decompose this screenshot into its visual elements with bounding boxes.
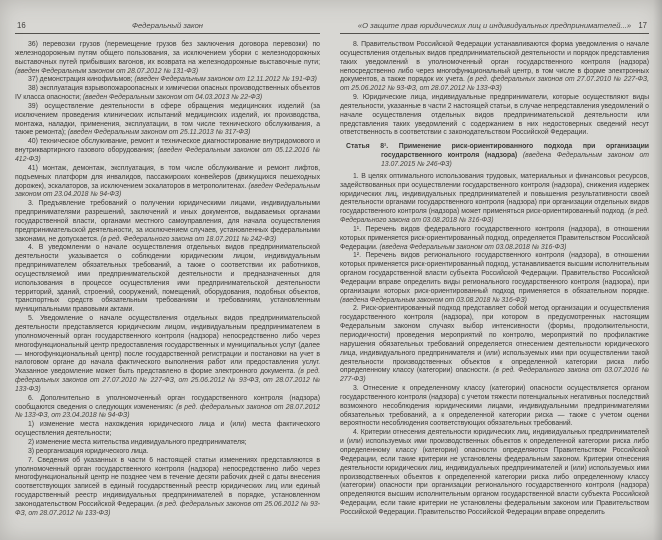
text-run: 41) монтаж, демонтаж, эксплуатация, в том числе обслуживание и ремонт лифтов, подъемных платформ для инвалидов, пассажирских конвейеров (движущихся пешеходных дорожек), эскалаторов, за исключением эскалаторов в метрополитенах. (15, 164, 320, 190)
text-run: 1. В целях оптимального использования трудовых, материальных и финансовых ресурсов, задействованных при осуществлении государственного контроля (надзора), снижения издержек юридических лиц, индивидуальных предпринимателей и повышения результативности своей деятельности органами государственного контроля (надзора) при организации отдельных видов государственного контроля (надзора) может применяться риск-ориентированный подход. (340, 172, 649, 216)
paragraph (15, 41, 320, 76)
text-run: 4. В уведомлении о начале осуществления отдельных видов предпринимательской деятельности указывается о соблюдении юридическим лицом, индивидуальным предпринимателем обязательных требований, а также о соответствии их работников, осуществляемой ими предпринимательской деятельности и предназначенных для использования в процессе осуществления ими предпринимательской деятельности территорий, зданий, строений, сооружений, помещений, оборудования, подобных объектов, транспортных средств обязательным требованиям и требованиям, установленным муниципальными правовыми актами. (15, 244, 320, 314)
paragraph (15, 315, 320, 395)
paragraph (15, 457, 320, 519)
paragraph (15, 138, 320, 165)
paragraph (340, 385, 649, 429)
law-reference: (введен Федеральным законом от 12.11.2012 № 191-ФЗ) (134, 76, 317, 84)
page-header-left (15, 18, 320, 34)
paragraph (340, 429, 649, 517)
paragraph (15, 103, 320, 138)
law-reference: (введен Федеральным законом от 23.04.2018 № 94-ФЗ) (15, 182, 320, 199)
paragraph (15, 165, 320, 200)
paragraph (15, 76, 320, 85)
text-run: 5. Уведомление о начале осуществления отдельных видов предпринимательской деятельности представляется юридическим лицом, индивидуальным предпринимателем в уполномоченный орган государственного контроля (надзора) непосредственно либо через многофункциональный центр предоставления государственных и муниципальных услуг (далее — многофункциональный центр) после государственной регистрации и постановки на учет в налоговом органе до начала фактического выполнения работ или предоставления услуг. Указанное уведомление может быть представлено в форме электронного документа. (15, 315, 320, 376)
text-run: 7. Сведения об указанных в части 6 настоящей статьи изменениях представляются в уполномоченный орган государственного контроля (надзора) непосредственно либо через многофункциональный центр не позднее чем в течение десяти рабочих дней с даты внесения соответствующих записей в единый государственный реестр юридических лиц или единый государственный реестр индивидуальных предпринимателей в порядке, установленном законодательством Российской Федерации. (15, 456, 320, 508)
text-run: 38) эксплуатация взрывопожароопасных и химически опасных производственных объектов IV класса опасности; (15, 85, 320, 102)
page-header-right (340, 18, 649, 34)
paragraph (15, 395, 320, 422)
article-heading (340, 143, 649, 170)
paragraph (15, 244, 320, 315)
law-reference: (в ред. Федерального закона от 03.07.2016 № 277-ФЗ) (340, 367, 649, 384)
text-run: 39) осуществление деятельности в сфере обращения медицинских изделий (за исключением проведения клинических испытаний медицинских изделий, их производства, монтажа, наладки, применения, эксплуатации, в том числе технического обслуживания, а также ремонта); (15, 102, 320, 137)
law-reference: (введен Федеральным законом от 28.07.2012 № 131-ФЗ) (15, 67, 199, 75)
paragraph (15, 439, 320, 448)
text-run: 2) изменение места жительства индивидуального предпринимателя; (28, 438, 247, 446)
paragraph (15, 200, 320, 244)
paragraph (340, 252, 649, 305)
text-run: 8. Правительством Российской Федерации устанавливаются форма уведомления о начале осуществления отдельных видов предпринимательской деятельности и порядок представления таких уведомлений в уполномоченный орган государственного контроля (надзора) непосредственно либо через многофункциональный центр, в том числе в форме электронных документов, а также порядок их учета. (340, 41, 649, 84)
text-run: 9. Юридические лица, индивидуальные предприниматели, которые осуществляют виды деятельности, указанные в части 2 настоящей статьи, в случае непредставления уведомлений о начале осуществления отдельных видов предпринимательской деятельности или представления таких уведомлений с содержанием в них недостоверных сведений несут ответственность в соответствии с законодательством Российской Федерации. (340, 94, 649, 137)
paragraph (15, 85, 320, 103)
page-body-left (15, 41, 320, 519)
page-right (340, 18, 649, 518)
text-run: 6. Дополнительно в уполномоченный орган государственного контроля (надзора) сообщаются сведения о следующих изменениях: (15, 394, 320, 411)
law-reference: (введена Федеральным законом от 13.07.2015 № 246-ФЗ) (381, 152, 649, 168)
text-run: 3. Отнесение к определенному классу (категории) опасности осуществляется органом государственного контроля (надзора) с учетом тяжести потенциальных негативных последствий возможного несоблюдения юридическими лицами, индивидуальными предпринимателями обязательных требований, а к определенной категории риска — также с учетом оценки вероятности несоблюдения соответствующих обязательных требований. (340, 385, 649, 428)
text-run: 1¹. Перечень видов федерального государственного контроля (надзора), в отношении которых применяется риск-ориентированный подход, определяется Правительством Российской Федерации. (340, 225, 649, 251)
paragraph (15, 448, 320, 457)
law-reference: (в ред. федеральных законов от 27.07.2010 № 227-ФЗ, от 25.06.2012 № 93-ФЗ, от 28.07.2012 № 133-ФЗ) (15, 368, 320, 393)
text-run: 3) реорганизация юридического лица. (28, 447, 149, 455)
text-run: 1². Перечень видов регионального государственного контроля (надзора), в отношении которых применяется риск-ориентированный подход, устанавливается высшим исполнительным органом государственной власти субъекта Российской Федерации. Правительство Российской Федерации вправе определить виды регионального государственного контроля (надзора), при организации которых риск-ориентированный подход применяется в обязательном порядке. (340, 252, 649, 295)
law-reference: (введена Федеральным законом от 03.08.2018 № 316-ФЗ) (379, 243, 567, 251)
page-number-right: 17 (638, 21, 647, 30)
paragraph (340, 94, 649, 138)
law-reference: (в ред. федеральных законов от 28.07.2012 № 133-ФЗ, от 23.04.2018 № 94-ФЗ) (15, 403, 320, 420)
text-run: 37) демонстрация кинофильмов; (28, 76, 135, 84)
text-run: 40) техническое обслуживание, ремонт и техническое диагностирование внутридомового и внутриквартирного газового оборудования; (15, 138, 320, 155)
paragraph (340, 41, 649, 94)
text-run: 36) перевозки грузов (перемещение грузов без заключения договора перевозки) по железнодорожным путям общего пользования, за исключением уборки с железнодорожных выставочных путей прибывших вагонов, их возврата на железнодорожные выставочные пути; (15, 41, 320, 66)
law-reference: (в ред. Федерального закона от 18.07.2011 № 242-ФЗ) (100, 235, 277, 243)
law-reference: (введен Федеральным законом от 25.11.2013 № 317-ФЗ) (67, 129, 251, 137)
paragraph (340, 305, 649, 385)
page-body-right (340, 41, 649, 518)
law-reference: (введен Федеральным законом от 04.03.2013 № 22-ФЗ) (82, 94, 263, 102)
page-left (15, 18, 320, 519)
paragraph (340, 226, 649, 253)
text-run: 4. Критерии отнесения деятельности юридических лиц, индивидуальных предпринимателей и (или) используемых ими производственных объектов к определенной категории риска либо определенному классу (категории) опасности определяются Правительством Российской Федерации, если такие критерии не установлены федеральным законом. Критерии отнесения деятельности юридических лиц, индивидуальных предпринимателей и (или) используемых ими производственных объектов к определенной категории риска либо определенному классу (категории) опасности при организации регионального государственного контроля (надзора) определяются высшим исполнительным органом государственной власти субъекта Российской Федерации, если такие критерии не установлены федеральным законом или Правительством Российской Федерации. Правительство Российской Федерации вправе определить (340, 429, 649, 516)
text-run: 3. Предъявление требований о получении юридическими лицами, индивидуальными предпринимателями разрешений, заключений и иных документов, выдаваемых органами государственной власти, органами местного самоуправления, для начала осуществления предпринимательской деятельности, за исключением случаев, установленных федеральными законами, не допускается. (15, 200, 320, 243)
text-run: 1) изменение места нахождения юридического лица и (или) места фактического осуществления деятельности; (15, 421, 320, 438)
law-reference: (в ред. федеральных законов от 27.07.2010 № 227-ФЗ, от 25.06.2012 № 93-ФЗ, от 28.07.2012 № 133-ФЗ) (340, 76, 649, 93)
text-run: Статья 8¹. Применение риск-ориентированного подхода при организации государственного контроля (надзора) (346, 143, 649, 160)
text-run: 2. Риск-ориентированный подход представляет собой метод организации и осуществления государственного контроля (надзора), при котором в предусмотренных настоящим Федеральным законом случаях выбор интенсивности (формы, продолжительности, периодичности) проведения мероприятий по контролю, мероприятий по профилактике нарушения обязательных требований определяется отнесением деятельности юридического лица, индивидуального предпринимателя и (или) используемых ими при осуществлении такой деятельности производственных объектов к определенной категории риска либо определенному классу (категории) опасности. (340, 305, 649, 375)
running-head-right: «О защите прав юридических лиц и индивидуальных предпринимателей...» (357, 21, 632, 30)
law-reference: (введена Федеральным законом от 03.08.2018 № 316-ФЗ) (340, 296, 527, 304)
running-head-left: Федеральный закон (132, 21, 203, 30)
law-reference: (введен Федеральным законом от 05.12.2016 № 412-ФЗ) (15, 147, 320, 163)
paragraph (340, 173, 649, 226)
page-number-left: 16 (17, 21, 26, 30)
law-reference: (в ред. федеральных законов от 25.06.2012 № 93-ФЗ, от 28.07.2012 № 133-ФЗ) (15, 500, 320, 517)
law-reference: (в ред. Федерального закона от 03.08.2018 № 316-ФЗ) (340, 208, 649, 225)
paragraph (15, 421, 320, 439)
